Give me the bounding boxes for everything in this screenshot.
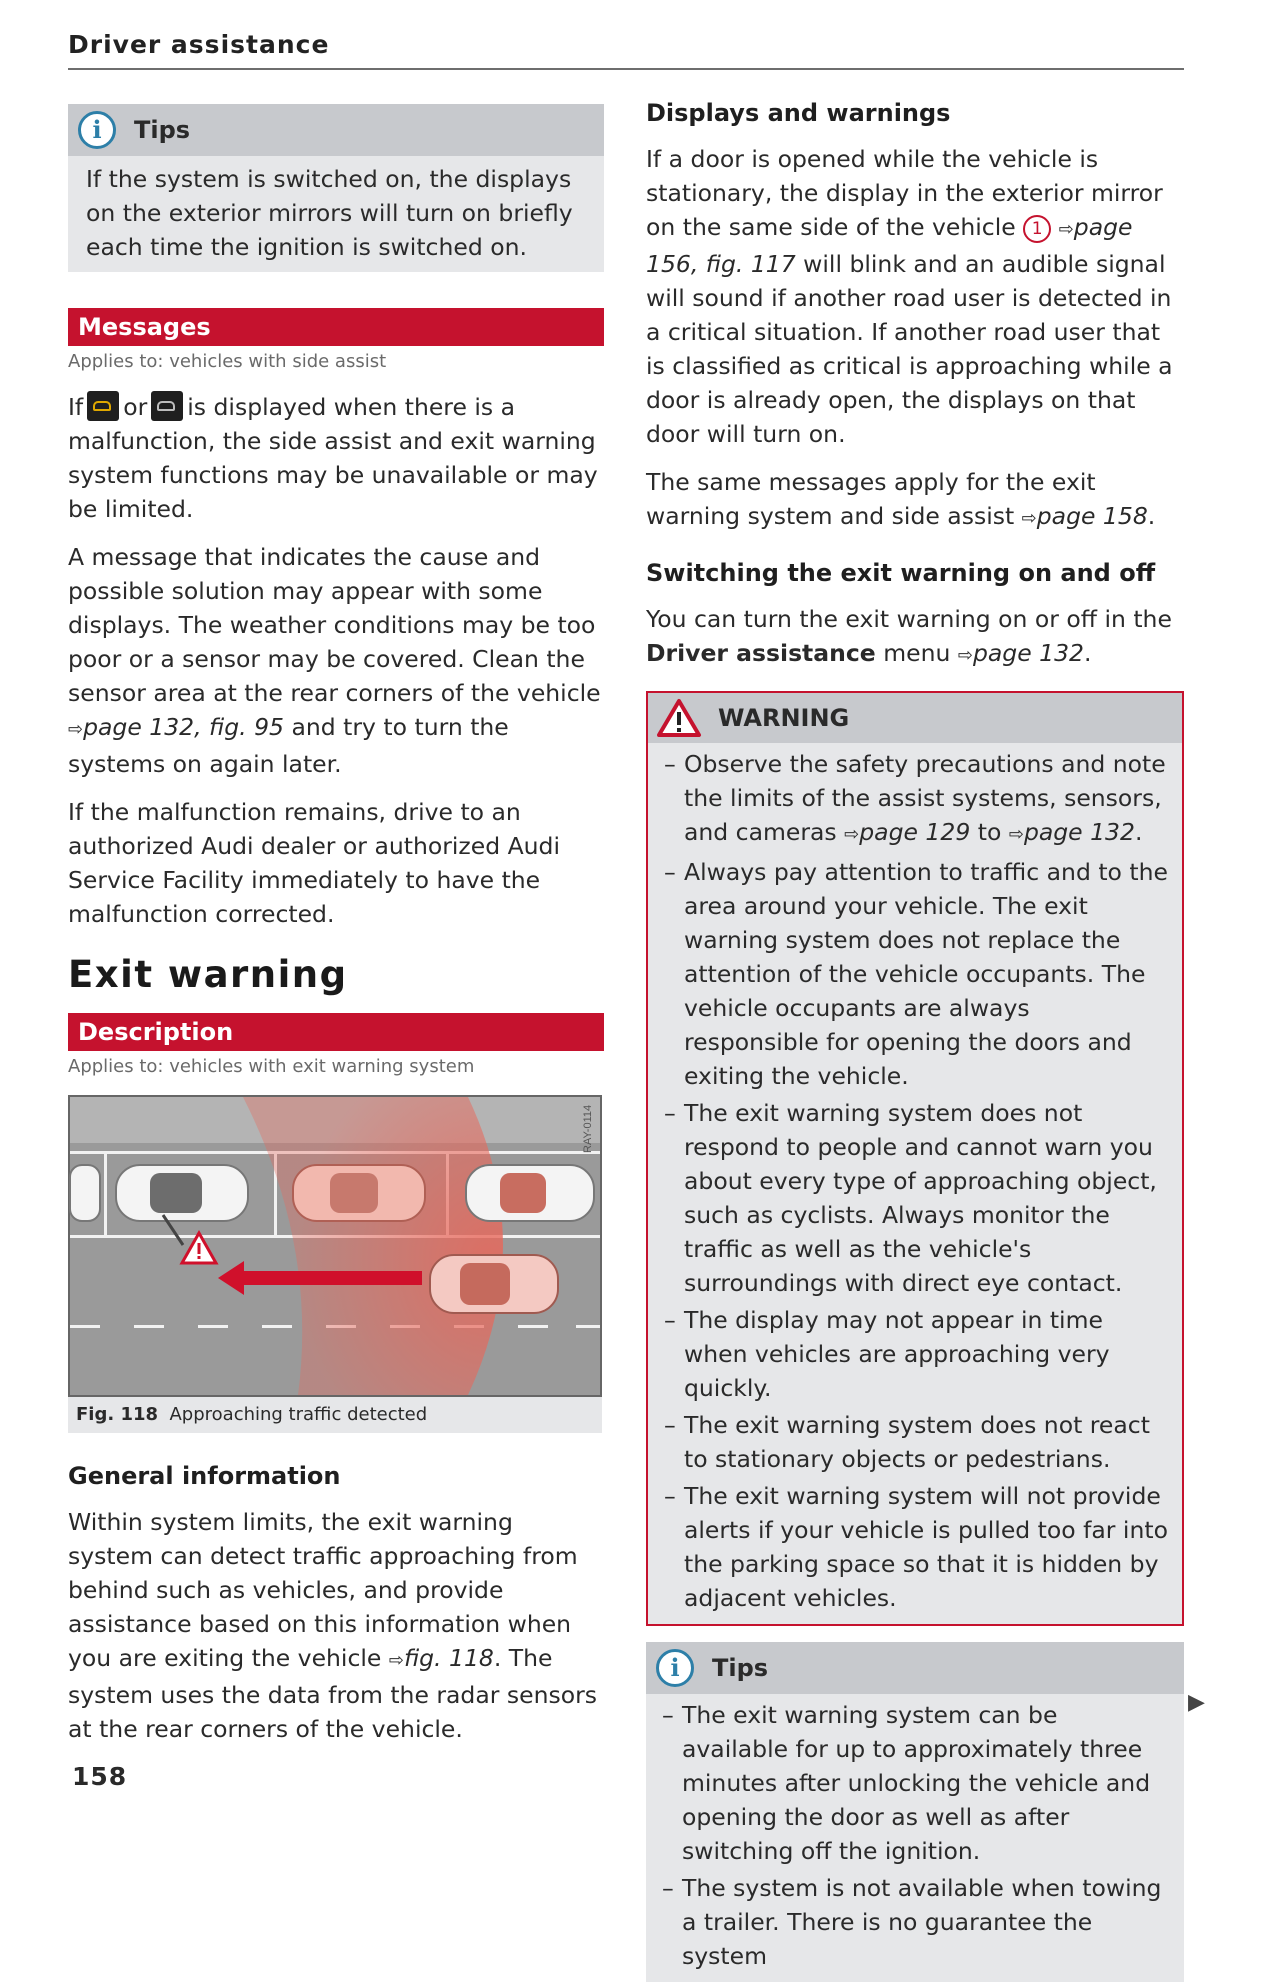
- side-assist-yellow-icon: [87, 391, 119, 421]
- running-title: Driver assistance: [68, 30, 330, 59]
- messages-heading: Messages: [68, 308, 604, 346]
- arrow-right-icon: ⇨: [68, 719, 84, 740]
- right-column: [646, 96, 1184, 1982]
- parked-car-left-edge: [70, 1165, 100, 1221]
- figure-label: Fig. 118: [76, 1404, 159, 1425]
- left-column: [68, 104, 604, 1760]
- text-part: will blink and an audible signal will sound if another road user is detected in a critical situation. If another road user that is classified as critical is approaching while a door is already open, the displays on that door will turn on.: [646, 250, 1173, 448]
- figure-caption: [68, 1397, 602, 1433]
- page-link[interactable]: page 132: [972, 639, 1084, 667]
- tips-box-top: [68, 104, 604, 272]
- description-heading: Description: [68, 1013, 604, 1051]
- tips-title: Tips: [712, 1654, 769, 1682]
- tips-body: [646, 1694, 1184, 1982]
- text-part: to: [977, 818, 1002, 846]
- arrow-right-icon: ⇨: [388, 1650, 404, 1671]
- tips-header: [68, 104, 604, 156]
- list-item: – The system is not available when towing a trailer. There is no guarantee the system: [660, 1871, 1170, 1973]
- page-link[interactable]: page 132: [1023, 818, 1135, 846]
- parked-car-right: [466, 1165, 594, 1221]
- text-part: .: [1083, 639, 1092, 667]
- figure-caption-text: Approaching traffic detected: [169, 1404, 428, 1425]
- text-part: If a door is opened while the vehicle is stationary, the display in the exterior mirror on the same side of the vehicle: [646, 145, 1163, 241]
- text-part: menu: [883, 639, 951, 667]
- exit-warning-illustration: [68, 1095, 602, 1397]
- list-item: – The exit warning system does not react to stationary objects or pedestrians.: [662, 1408, 1168, 1476]
- page-link[interactable]: page 129: [859, 818, 971, 846]
- text-part: and try to turn the systems on again later.: [68, 713, 509, 778]
- arrow-right-icon: ⇨: [844, 824, 860, 845]
- messages-paragraph-1: [68, 390, 604, 526]
- list-item: – Always pay attention to traffic and to the area around your vehicle. The exit warning system does not replace the attention of the vehicle occupants. The vehicle occupants are always responsible for opening the doors and exiting the vehicle.: [662, 855, 1168, 1093]
- continue-arrow-icon: ▶: [1188, 1690, 1205, 1715]
- switching-heading: Switching the exit warning on and off: [646, 559, 1156, 587]
- list-item: – The exit warning system does not respond to people and cannot warn you about every type of approaching object, such as cyclists. Always monitor the traffic as well as the vehicle's surroundings with direct eye contact.: [662, 1096, 1168, 1300]
- general-information-text: [68, 1505, 604, 1746]
- exit-warning-title: Exit warning: [68, 953, 348, 996]
- warning-box: [646, 691, 1184, 1626]
- text-or: or: [123, 393, 148, 421]
- general-information-heading: General information: [68, 1462, 341, 1490]
- displays-paragraph-1: [646, 142, 1184, 451]
- list-item: – The exit warning system will not provide alerts if your vehicle is pulled too far into the parking space so that it is hidden by adjacent vehicles.: [662, 1479, 1168, 1615]
- switching-text: [646, 602, 1184, 673]
- text-malfunction: is displayed when there is a malfunction, the side assist and exit warning system functions may be unavailable or may be limited.: [68, 393, 598, 523]
- description-applies: Applies to: vehicles with exit warning system: [68, 1056, 475, 1077]
- messages-paragraph-2: [68, 540, 604, 781]
- header-rule: [68, 68, 1184, 70]
- warning-triangle-icon: [656, 698, 702, 738]
- text-part: The same messages apply for the exit warning system and side assist: [646, 468, 1096, 530]
- text-part: A message that indicates the cause and possible solution may appear with some displays. The weather conditions may be too poor or a sensor may be covered. Clean the sensor area at the rear corners of the vehicle: [68, 543, 601, 707]
- text-part: You can turn the exit warning on or off in the: [646, 605, 1172, 633]
- list-item: [662, 747, 1168, 852]
- tips-list: [660, 1698, 1170, 1973]
- page-link[interactable]: page 132, fig. 95: [83, 713, 284, 741]
- warning-body: [648, 743, 1182, 1624]
- warning-list: [662, 747, 1168, 1615]
- text-part: .: [1147, 502, 1156, 530]
- tips-header: [646, 1642, 1184, 1694]
- page-link[interactable]: page 158: [1036, 502, 1148, 530]
- approaching-car: [430, 1255, 558, 1313]
- figure-code: RAY-0114: [582, 1104, 594, 1153]
- info-icon: i: [78, 111, 116, 149]
- tips-text: If the system is switched on, the displays on the exterior mirrors will turn on briefly each time the ignition is switched on.: [86, 165, 573, 261]
- arrow-right-icon: ⇨: [957, 645, 973, 666]
- info-icon: i: [656, 1649, 694, 1687]
- arrow-right-icon: ⇨: [1058, 219, 1074, 240]
- warning-header: [648, 693, 1182, 743]
- text-part: .: [1134, 818, 1143, 846]
- page-link[interactable]: page 156, fig. 117: [646, 213, 1133, 278]
- arrow-right-icon: ⇨: [1021, 508, 1037, 529]
- text-if: If: [68, 393, 84, 421]
- arrow-right-icon: ⇨: [1008, 824, 1024, 845]
- text-part: Within system limits, the exit warning system can detect traffic approaching from behind such as vehicles, and provide assistance based on this information when you are exiting the vehicle: [68, 1508, 578, 1672]
- parked-car-middle: [293, 1165, 425, 1221]
- figure-118: [68, 1095, 602, 1433]
- side-assist-gray-icon: [151, 391, 183, 421]
- list-item: – The display may not appear in time when vehicles are approaching very quickly.: [662, 1303, 1168, 1405]
- list-item: – The exit warning system can be available for up to approximately three minutes after unlocking the vehicle and opening the door as well as after switching off the ignition.: [660, 1698, 1170, 1868]
- displays-heading: Displays and warnings: [646, 99, 951, 127]
- tips-box-bottom: [646, 1642, 1184, 1982]
- tips-title: Tips: [134, 116, 191, 144]
- page-number: 158: [72, 1762, 128, 1791]
- displays-paragraph-2: [646, 465, 1184, 536]
- menu-name: Driver assistance: [646, 639, 876, 667]
- text-part: . The system uses the data from the radar sensors at the rear corners of the vehicle.: [68, 1644, 598, 1743]
- messages-paragraph-3: If the malfunction remains, drive to an authorized Audi dealer or authorized Audi Service Facility immediately to have the malfunction corrected.: [68, 798, 561, 928]
- figure-link[interactable]: fig. 118: [403, 1644, 494, 1672]
- warning-title: WARNING: [718, 704, 850, 732]
- messages-applies: Applies to: vehicles with side assist: [68, 351, 387, 372]
- text-part: Observe the safety precautions and note the limits of the assist systems, sensors, and cameras: [684, 750, 1166, 846]
- marker-1: 1: [1023, 215, 1051, 243]
